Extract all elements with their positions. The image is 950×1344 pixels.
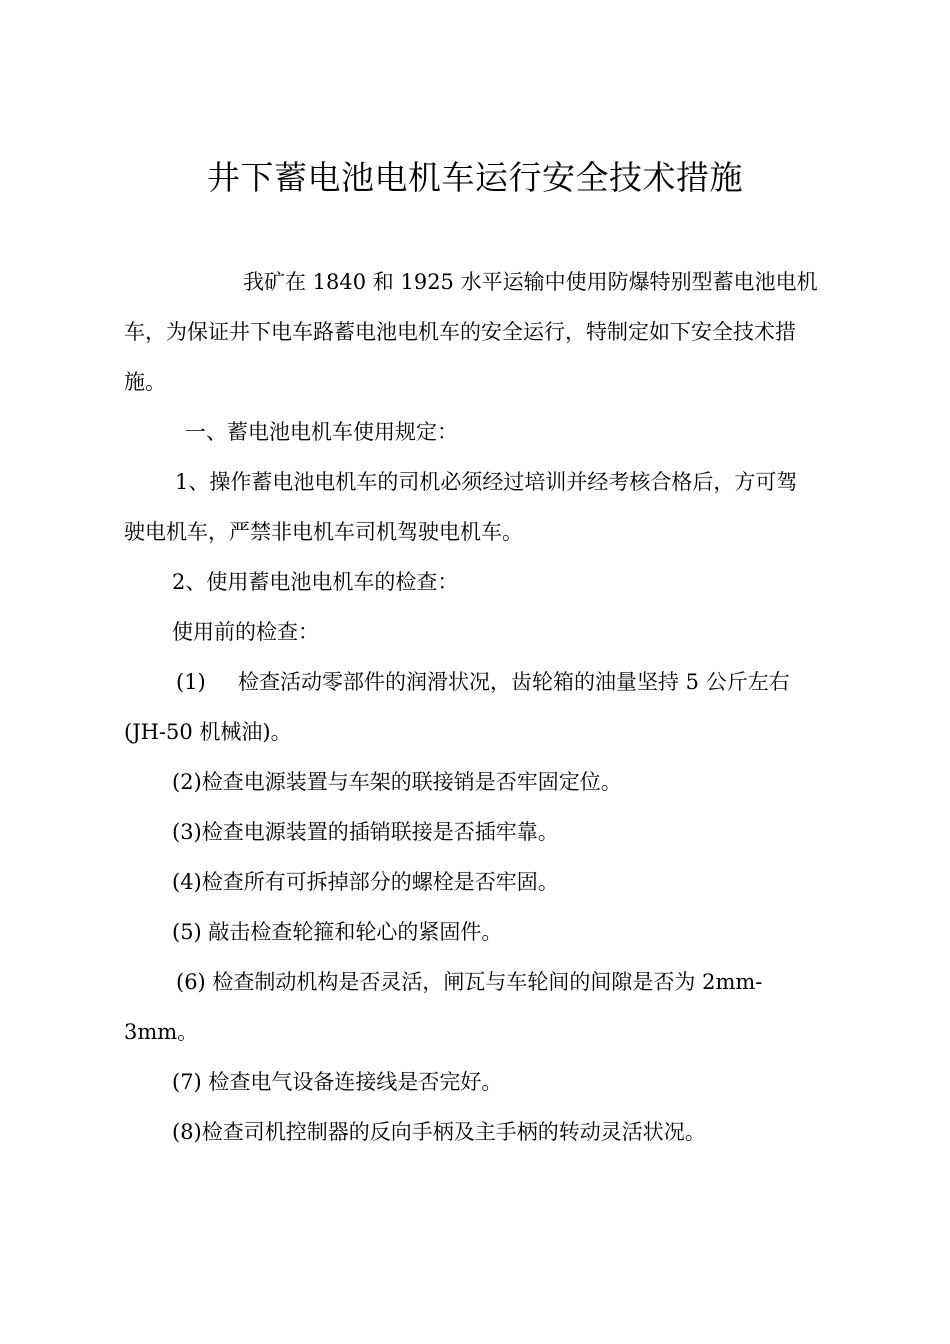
check-5: (5) 敲击检查轮箍和轮心的紧固件。 [172,920,503,944]
item-1-line-1: 1、操作蓄电池电机车的司机必须经过培训并经考核合格后，方可驾 [175,470,798,494]
item-2-heading: 2、使用蓄电池电机车的检查： [172,570,459,594]
intro-line-3: 施。 [124,370,166,394]
item-1-line-2: 驶电机车，严禁非电机车司机驾驶电机车。 [124,520,523,544]
check-2: (2)检查电源装置与车架的联接销是否牢固定位。 [172,770,622,794]
pre-use-heading: 使用前的检查： [172,620,319,644]
intro-line-1: 我矿在 1840 和 1925 水平运输中使用防爆特别型蓄电池电机 [243,270,818,294]
intro-line-2: 车，为保证井下电车路蓄电池电机车的安全运行，特制定如下安全技术措 [124,320,796,344]
check-3: (3)检查电源装置的插销联接是否插牢靠。 [172,820,559,844]
document-title: 井下蓄电池电机车运行安全技术措施 [207,158,743,197]
check-1-text: 检查活动零部件的润滑状况，齿轮箱的油量坚持 5 公斤左右 [238,670,790,694]
section-heading: 一、蓄电池电机车使用规定： [185,420,458,444]
check-1-continuation: (JH-50 机械油)。 [124,720,292,744]
check-4: (4)检查所有可拆掉部分的螺栓是否牢固。 [172,870,559,894]
check-7: (7) 检查电气设备连接线是否完好。 [172,1070,503,1094]
check-6-continuation: 3mm。 [124,1020,199,1044]
check-1-number: (1) [176,670,206,694]
check-6: (6) 检查制动机构是否灵活，闸瓦与车轮间的间隙是否为 2mm- [176,970,763,994]
check-8: (8)检查司机控制器的反向手柄及主手柄的转动灵活状况。 [172,1120,706,1144]
